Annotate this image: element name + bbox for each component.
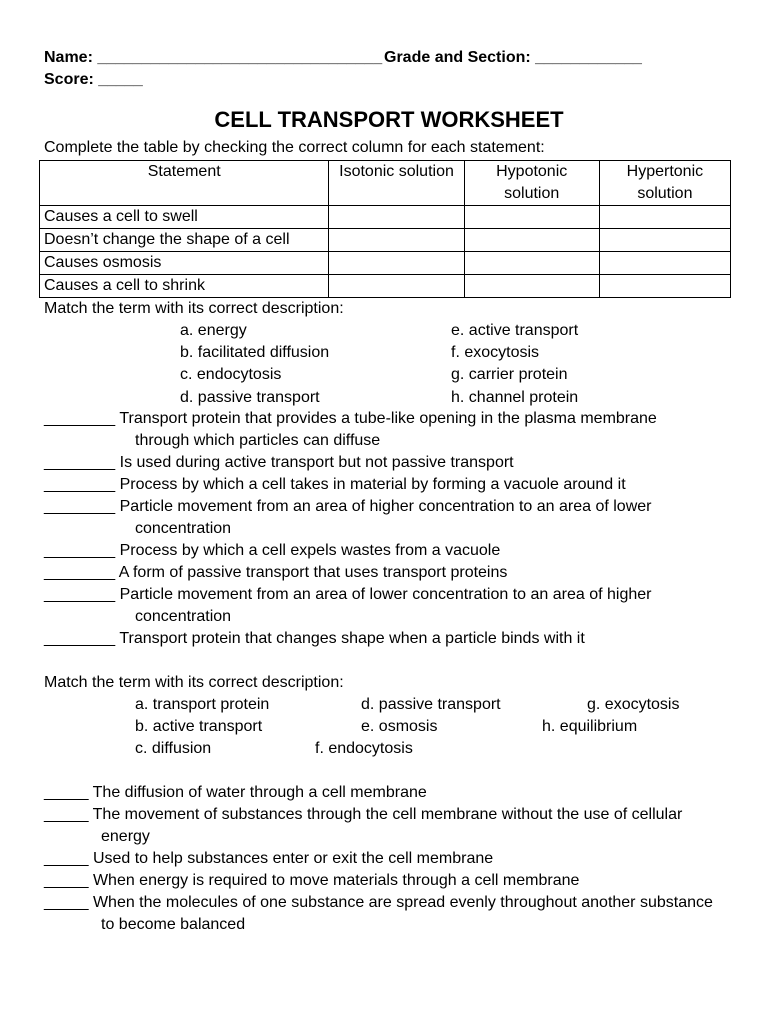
hypotonic-check-cell[interactable]: [464, 229, 599, 252]
worksheet-page: [44, 47, 734, 936]
hypertonic-check-cell[interactable]: [599, 206, 730, 229]
row-statement: Causes osmosis: [40, 252, 329, 275]
match2-instruction: Match the term with its correct description:: [44, 674, 344, 691]
question-text: ________ Particle movement from an area of higher concentration to an area of lower: [44, 498, 652, 515]
match2-questions: [44, 782, 734, 936]
option-item: b. active transport: [135, 718, 263, 735]
question-item: [44, 848, 734, 870]
question-item: [44, 892, 734, 936]
question-item: [44, 474, 734, 496]
question-text: ________ Particle movement from an area of lower concentration to an area of higher: [44, 586, 652, 603]
hypotonic-check-cell[interactable]: [464, 275, 599, 298]
hypertonic-check-cell[interactable]: [599, 252, 730, 275]
question-item: [44, 540, 734, 562]
isotonic-check-cell[interactable]: [329, 275, 464, 298]
grade-section-field-label: Grade and Section: ____________: [384, 49, 642, 66]
spacer: [44, 760, 734, 782]
match1-questions: [44, 408, 734, 650]
table-row: [40, 229, 731, 252]
hypotonic-check-cell[interactable]: [464, 252, 599, 275]
table-row: [40, 206, 731, 229]
option-item: d. passive transport: [180, 389, 320, 406]
isotonic-check-cell[interactable]: [329, 252, 464, 275]
name-field-label: Name: ________________________________: [44, 49, 383, 66]
hypertonic-check-cell[interactable]: [599, 275, 730, 298]
question-text: _____ Used to help substances enter or exit the cell membrane: [44, 850, 494, 867]
isotonic-check-cell[interactable]: [329, 229, 464, 252]
question-text: _____ The movement of substances through the cell membrane without the use of cellular: [44, 806, 683, 823]
table-row: [40, 252, 731, 275]
column-header-statement: Statement: [40, 161, 329, 206]
question-text: _____ When the molecules of one substance are spread evenly throughout another substance: [44, 894, 713, 911]
question-item: [44, 562, 734, 584]
question-item: [44, 408, 734, 452]
score-field-label: Score: _____: [44, 71, 143, 88]
isotonic-check-cell[interactable]: [329, 206, 464, 229]
question-text-continued: concentration: [135, 520, 232, 537]
match1-options: [44, 320, 734, 408]
match1-instruction: Match the term with its correct description:: [44, 300, 344, 317]
option-item: h. channel protein: [451, 389, 579, 406]
header-line: [44, 47, 734, 69]
row-statement: Causes a cell to shrink: [40, 275, 329, 298]
question-text: ________ Transport protein that provides a tube-like opening in the plasma membrane: [44, 410, 657, 427]
column-header-isotonic: Isotonic solution: [329, 161, 464, 206]
row-statement: Doesn’t change the shape of a cell: [40, 229, 329, 252]
column-header-hypertonic: Hypertonic solution: [599, 161, 730, 206]
question-item: [44, 452, 734, 474]
question-text: ________ Is used during active transport but not passive transport: [44, 454, 514, 471]
question-text: ________ Transport protein that changes shape when a particle binds with it: [44, 630, 585, 647]
option-item: c. diffusion: [135, 740, 212, 757]
table-row: [40, 275, 731, 298]
question-item: [44, 782, 734, 804]
option-item: a. energy: [180, 322, 247, 339]
question-text: _____ When energy is required to move materials through a cell membrane: [44, 872, 580, 889]
match2-options: [44, 694, 734, 760]
option-item: e. active transport: [451, 322, 579, 339]
table-instruction: Complete the table by checking the correct column for each statement:: [44, 139, 545, 156]
row-statement: Causes a cell to swell: [40, 206, 329, 229]
question-item: [44, 496, 734, 540]
question-text: ________ Process by which a cell takes in material by forming a vacuole around it: [44, 476, 626, 493]
option-item: h. equilibrium: [542, 718, 638, 735]
spacer: [44, 650, 734, 672]
question-item: [44, 870, 734, 892]
option-item: g. carrier protein: [451, 366, 568, 383]
hypertonic-check-cell[interactable]: [599, 229, 730, 252]
question-text: ________ Process by which a cell expels wastes from a vacuole: [44, 542, 501, 559]
option-item: c. endocytosis: [180, 366, 282, 383]
option-item: f. exocytosis: [451, 344, 540, 361]
option-item: e. osmosis: [361, 718, 438, 735]
option-item: b. facilitated diffusion: [180, 344, 330, 361]
question-text-continued: energy: [101, 828, 150, 845]
question-item: [44, 584, 734, 628]
option-item: a. transport protein: [135, 696, 270, 713]
solution-table: [39, 160, 731, 298]
question-text: _____ The diffusion of water through a cell membrane: [44, 784, 427, 801]
option-item: d. passive transport: [361, 696, 501, 713]
option-item: f. endocytosis: [315, 740, 413, 757]
question-text-continued: through which particles can diffuse: [135, 432, 381, 449]
question-text: ________ A form of passive transport that uses transport proteins: [44, 564, 508, 581]
hypotonic-check-cell[interactable]: [464, 206, 599, 229]
question-item: [44, 628, 734, 650]
question-item: [44, 804, 734, 848]
question-text-continued: concentration: [135, 608, 232, 625]
table-header-row: [40, 161, 731, 206]
option-item: g. exocytosis: [587, 696, 680, 713]
question-text-continued: to become balanced: [101, 916, 246, 933]
page-title: CELL TRANSPORT WORKSHEET: [214, 107, 564, 132]
column-header-hypotonic: Hypotonic solution: [464, 161, 599, 206]
